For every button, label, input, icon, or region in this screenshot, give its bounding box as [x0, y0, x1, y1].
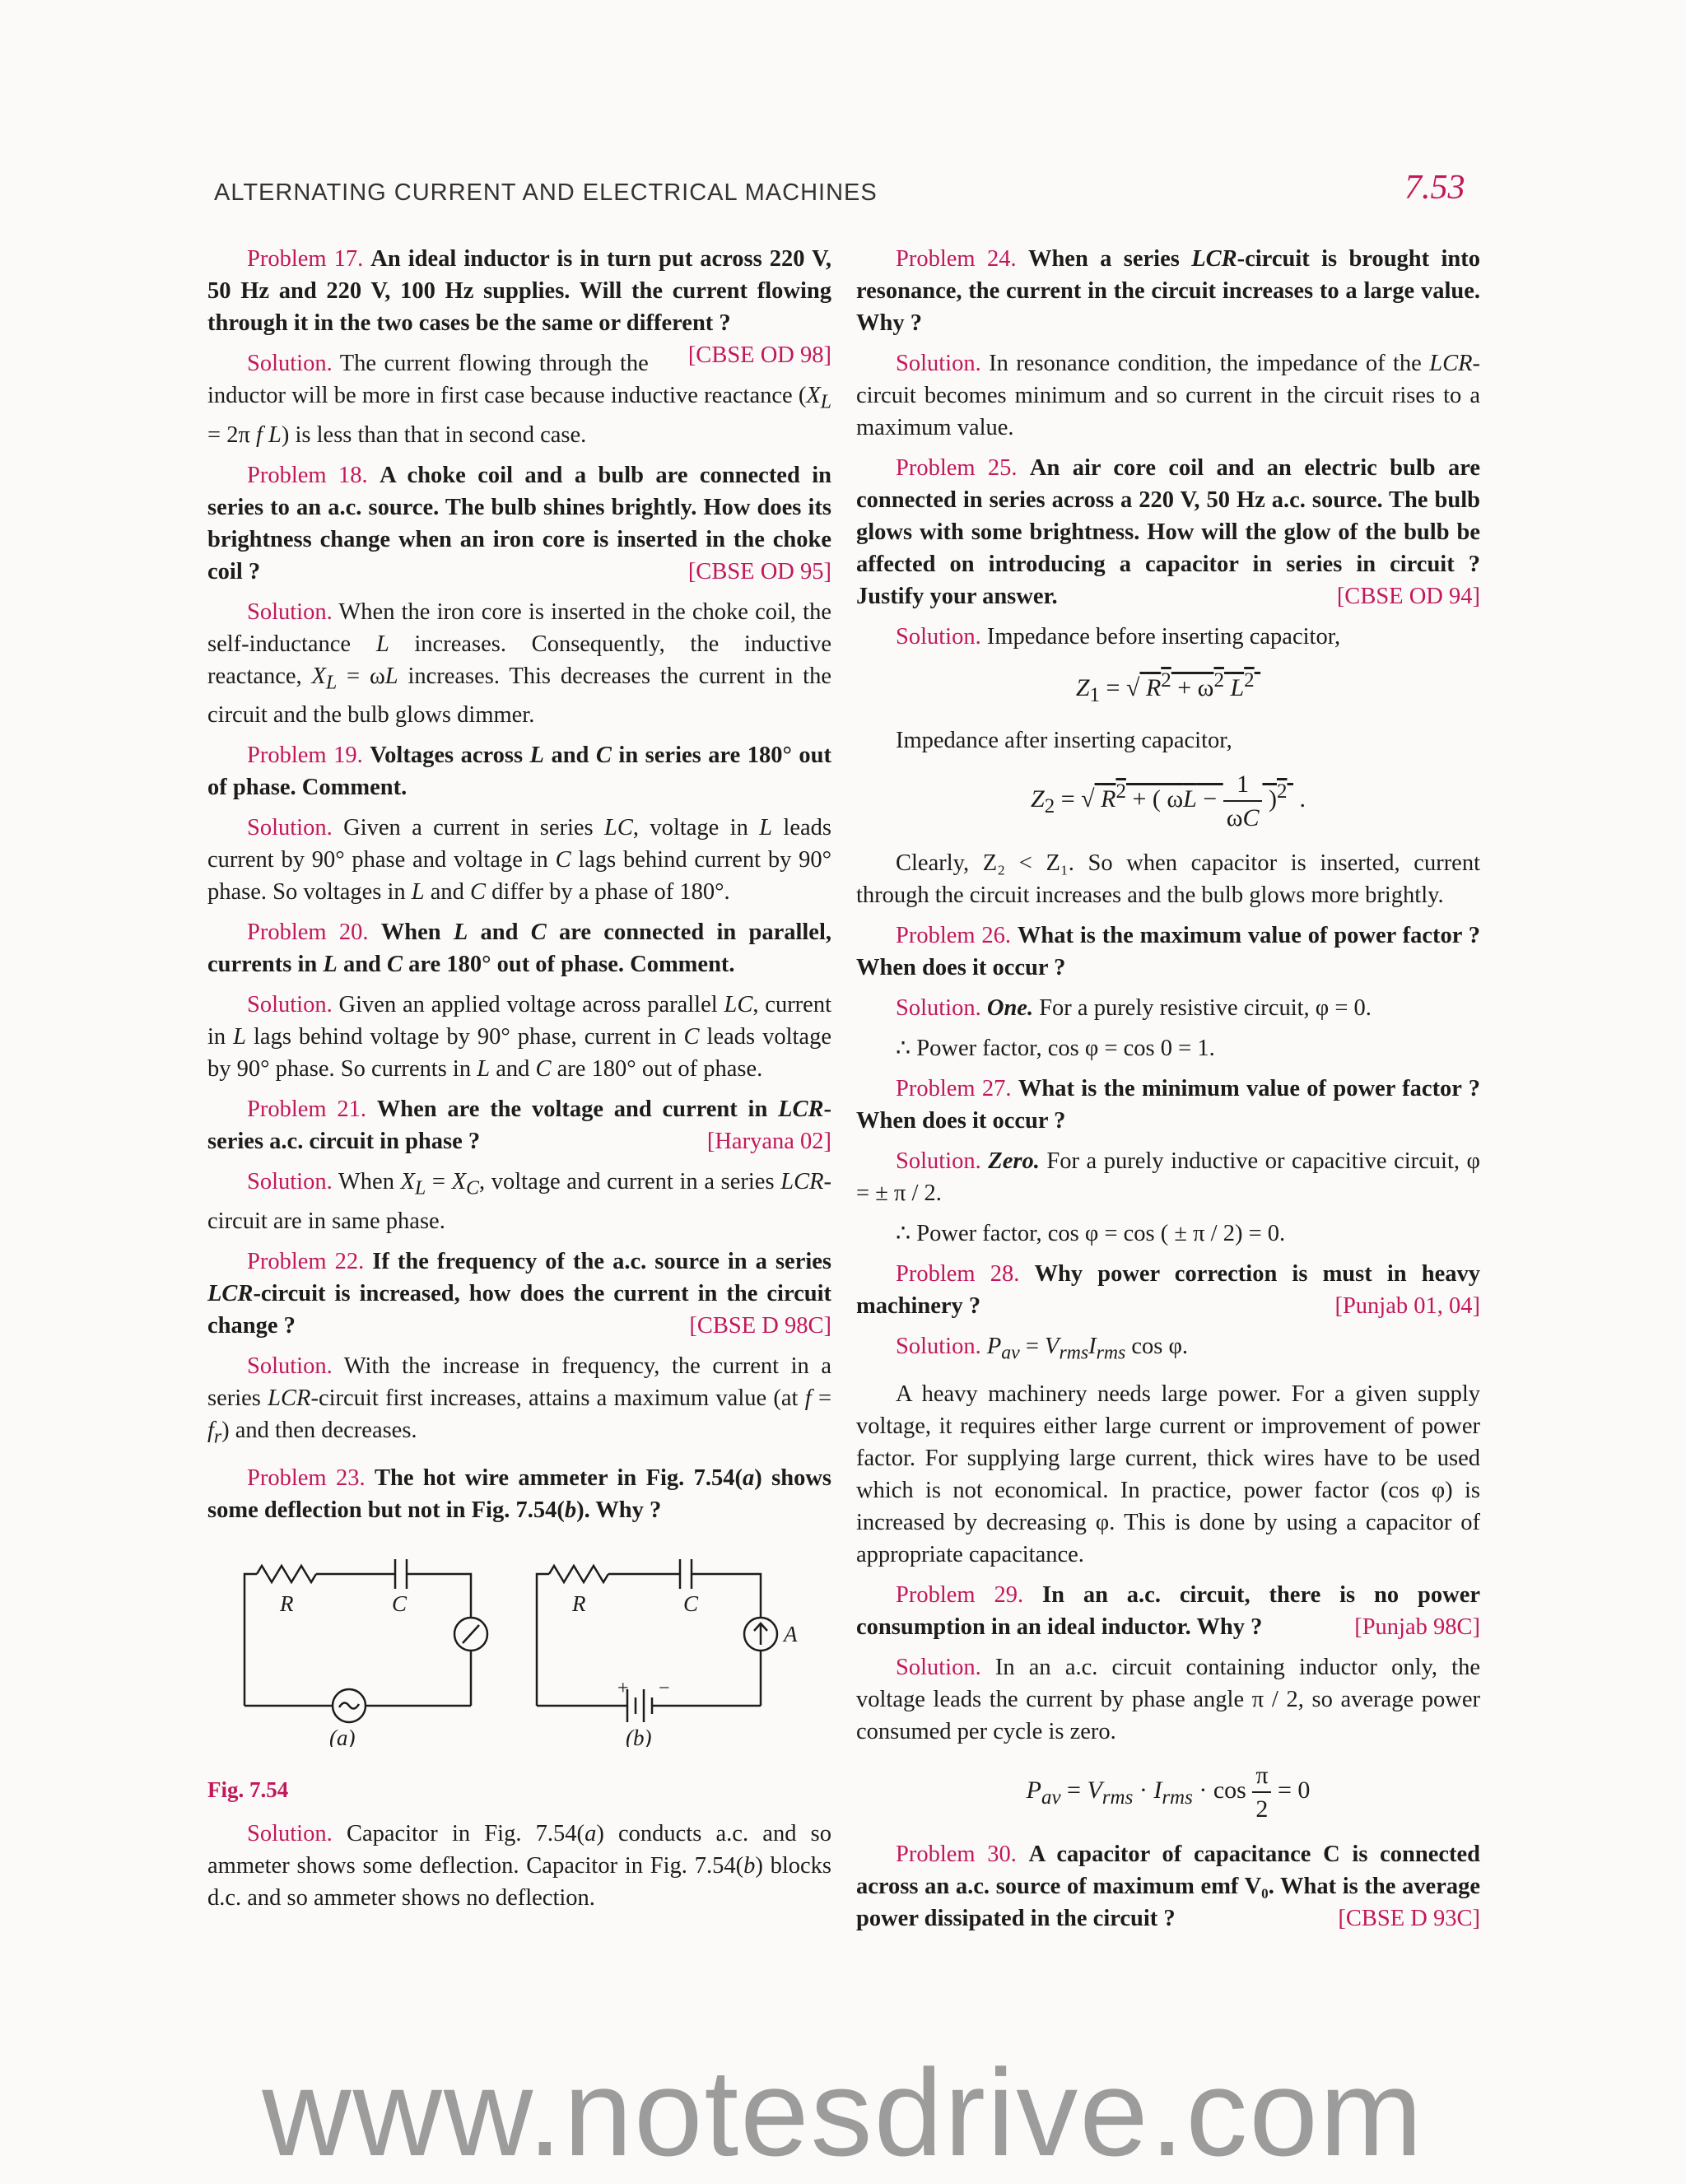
equation-pav: $P_{av} = V_{rms} \cdot I_{rms} \cdot \cos$ $\frac{\pi}{2}$ = 0: [856, 1759, 1480, 1825]
solution-25: Solution. Impedance before inserting capacitor,: [896, 624, 1341, 650]
problem-26: Problem 26. What is the maximum value of power factor ? When does it occur ?: [856, 923, 1480, 980]
problem-24: Problem 24. When a series LCR-circuit is brought into resonance, the current in the circuit increases to a large value. Why ?: [856, 246, 1481, 336]
source-tag: [CBSE OD 98]: [687, 342, 831, 368]
source-tag: [CBSE D 98C]: [689, 1313, 831, 1339]
right-column: [856, 243, 1480, 1943]
resistor-label-b: R: [572, 1590, 586, 1616]
problem-29: Problem 29. In an a.c. circuit, there is no power consumption in an ideal inductor. Why ? [Punjab 98C]: [856, 1579, 1480, 1643]
solution-22: Solution. With the increase in frequency, the current in a series LCR-circuit first increases, attains a maximum value (at $f = f_r$) and then decreases.: [207, 1353, 832, 1448]
paragraph-28: A heavy machinery needs large power. For a given supply voltage, it requires either large current or improvement of power factor. For supplying large current, thick wires have to be used which is not economical. In practice, power factor (cos φ) is increased by decreasing φ. This is done by using a capacitor of appropriate capacitance.: [856, 1381, 1480, 1567]
circuit-figure: [207, 1541, 831, 1806]
source-tag: [Haryana 02]: [706, 1129, 831, 1155]
source-tag: [CBSE OD 95]: [687, 558, 831, 584]
solution-20: Solution. Given an applied voltage across parallel LC, current in L lags behind voltage by 90° phase, current in C leads voltage by 90° phase. So currents in L and C are 180° out of phase.: [207, 992, 831, 1083]
problem-30: Problem 30. A capacitor of capacitance C is connected across an a.c. source of maximum emf V₀. What is the average power dissipated in the circuit ? [CBSE D 93C]: [856, 1838, 1480, 1935]
circuit-diagrams: [207, 1541, 831, 1747]
solution-24: Solution. In resonance condition, the impedance of the LCR-circuit becomes minimum and so current in the circuit rises to a maximum value.: [856, 351, 1480, 440]
problem-19: Problem 19. Voltages across L and C in series are 180° out of phase. Comment.: [207, 743, 831, 801]
conclusion-25: Clearly, Z₂ < Z₁. So when capacitor is inserted, current through the circuit increases and the bulb glows more brightly.: [856, 850, 1480, 908]
solution-28: Solution. $P_{av} = V_{rms}I_{rms}$ cos φ.: [896, 1334, 1189, 1364]
solution-29: Solution. In an a.c. circuit containing inductor only, the voltage leads the current by phase angle π / 2, so average power consumed per cycle is zero.: [856, 1654, 1480, 1744]
solution-21: Solution. When $X_L = X_C$, voltage and current in a series LCR-circuit are in same phase.: [207, 1169, 831, 1235]
resistor-label-a: R: [280, 1590, 294, 1616]
problem-27: Problem 27. What is the minimum value of power factor ? When does it occur ?: [856, 1076, 1481, 1134]
source-tag: [Punjab 01, 04]: [1334, 1293, 1480, 1319]
solution-18: Solution. When the iron core is inserted in the choke coil, the self-inductance L increases. Consequently, the inductive reactance, $X_L = \omega L$ increases. This decreases the current in the circuit and the bulb glows dimmer.: [207, 598, 832, 729]
left-column: [207, 243, 831, 1922]
watermark: www.notesdrive.com: [262, 2043, 1424, 2182]
result-27: ∴ Power factor, cos φ = cos ( ± π / 2) = 0.: [896, 1221, 1286, 1246]
solution-23: Solution. Capacitor in Fig. 7.54(a) conducts a.c. and so ammeter shows some deflection. Capacitor in Fig. 7.54(b) blocks d.c. and so ammeter shows no deflection.: [207, 1820, 832, 1911]
equation-z1: $Z_1$ = √ $R^2 + \omega^2$ $L^2$: [1075, 669, 1255, 706]
problem-23: Problem 23. The hot wire ammeter in Fig. 7.54(a) shows some deflection but not in Fig. 7.54(b). Why ?: [207, 1465, 832, 1523]
sublabel-b: (b): [626, 1725, 652, 1747]
battery-plus: +: [617, 1677, 629, 1699]
figure-caption: Fig. 7.54: [207, 1777, 289, 1802]
capacitor-label-b: C: [683, 1590, 699, 1616]
problem-18: Problem 18. A choke coil and a bulb are connected in series to an a.c. source. The bulb shines brightly. How does its brightness change when an iron core is inserted in the choke coil ? [CBSE OD 95]: [207, 459, 831, 588]
solution-27: Solution. Zero. For a purely inductive or capacitive circuit, φ = ± π / 2.: [856, 1148, 1481, 1206]
solution-26: Solution. One. For a purely resistive circuit, φ = 0.: [896, 995, 1372, 1021]
impedance-after-text: Impedance after inserting capacitor,: [896, 728, 1232, 753]
sublabel-a: (a): [329, 1725, 356, 1747]
ammeter-label-b: A: [784, 1621, 798, 1646]
source-tag: [CBSE OD 94]: [1336, 584, 1480, 609]
solution-17: Solution. The current flowing through the inductor will be more in first case because inductive reactance ($X_L = 2\pi$ f L) is less than that in second case.: [207, 351, 831, 448]
problem-28: Problem 28. Why power correction is must in heavy machinery ? [Punjab 01, 04]: [856, 1258, 1480, 1322]
source-tag: [Punjab 98C]: [1354, 1614, 1480, 1640]
result-26: ∴ Power factor, cos φ = cos 0 = 1.: [896, 1036, 1215, 1061]
equation-z2: $Z_2$ = √ $R^2$ + ( ωL − $\frac{1}{\omega C}$ )$^2$ .: [856, 768, 1480, 834]
capacitor-label-a: C: [392, 1590, 408, 1616]
running-header: ALTERNATING CURRENT AND ELECTRICAL MACHINES: [214, 179, 878, 206]
solution-19: Solution. Given a current in series LC, voltage in L leads current by 90° phase and voltage in C lags behind current by 90° phase. So voltages in L and C differ by a phase of 180°.: [207, 815, 831, 906]
problem-20: Problem 20. When L and C are connected in parallel, currents in L and C are 180° out of phase. Comment.: [207, 920, 832, 978]
problem-17: Problem 17. An ideal inductor is in turn put across 220 V, 50 Hz and 220 V, 100 Hz supplies. Will the current flowing through it in the two cases be the same or different ? [CBSE OD 98]: [207, 243, 831, 339]
problem-21: Problem 21. When are the voltage and current in LCR-series a.c. circuit in phase ? [Haryana 02]: [207, 1093, 831, 1157]
source-tag: [CBSE D 93C]: [1338, 1905, 1480, 1931]
page-number: 7.53: [1404, 169, 1465, 207]
problem-25: Problem 25. An air core coil and an electric bulb are connected in series across a 220 V, 50 Hz a.c. source. The bulb glows with some brightness. How will the glow of the bulb be affected on introducing a capacitor in series in circuit ? Justify your answer. [CBSE OD 94]: [856, 452, 1480, 612]
problem-22: Problem 22. If the frequency of the a.c. source in a series LCR-circuit is increased, how does the current in the circuit change ? [CBSE D 98C]: [207, 1246, 831, 1342]
battery-minus: −: [659, 1677, 670, 1699]
